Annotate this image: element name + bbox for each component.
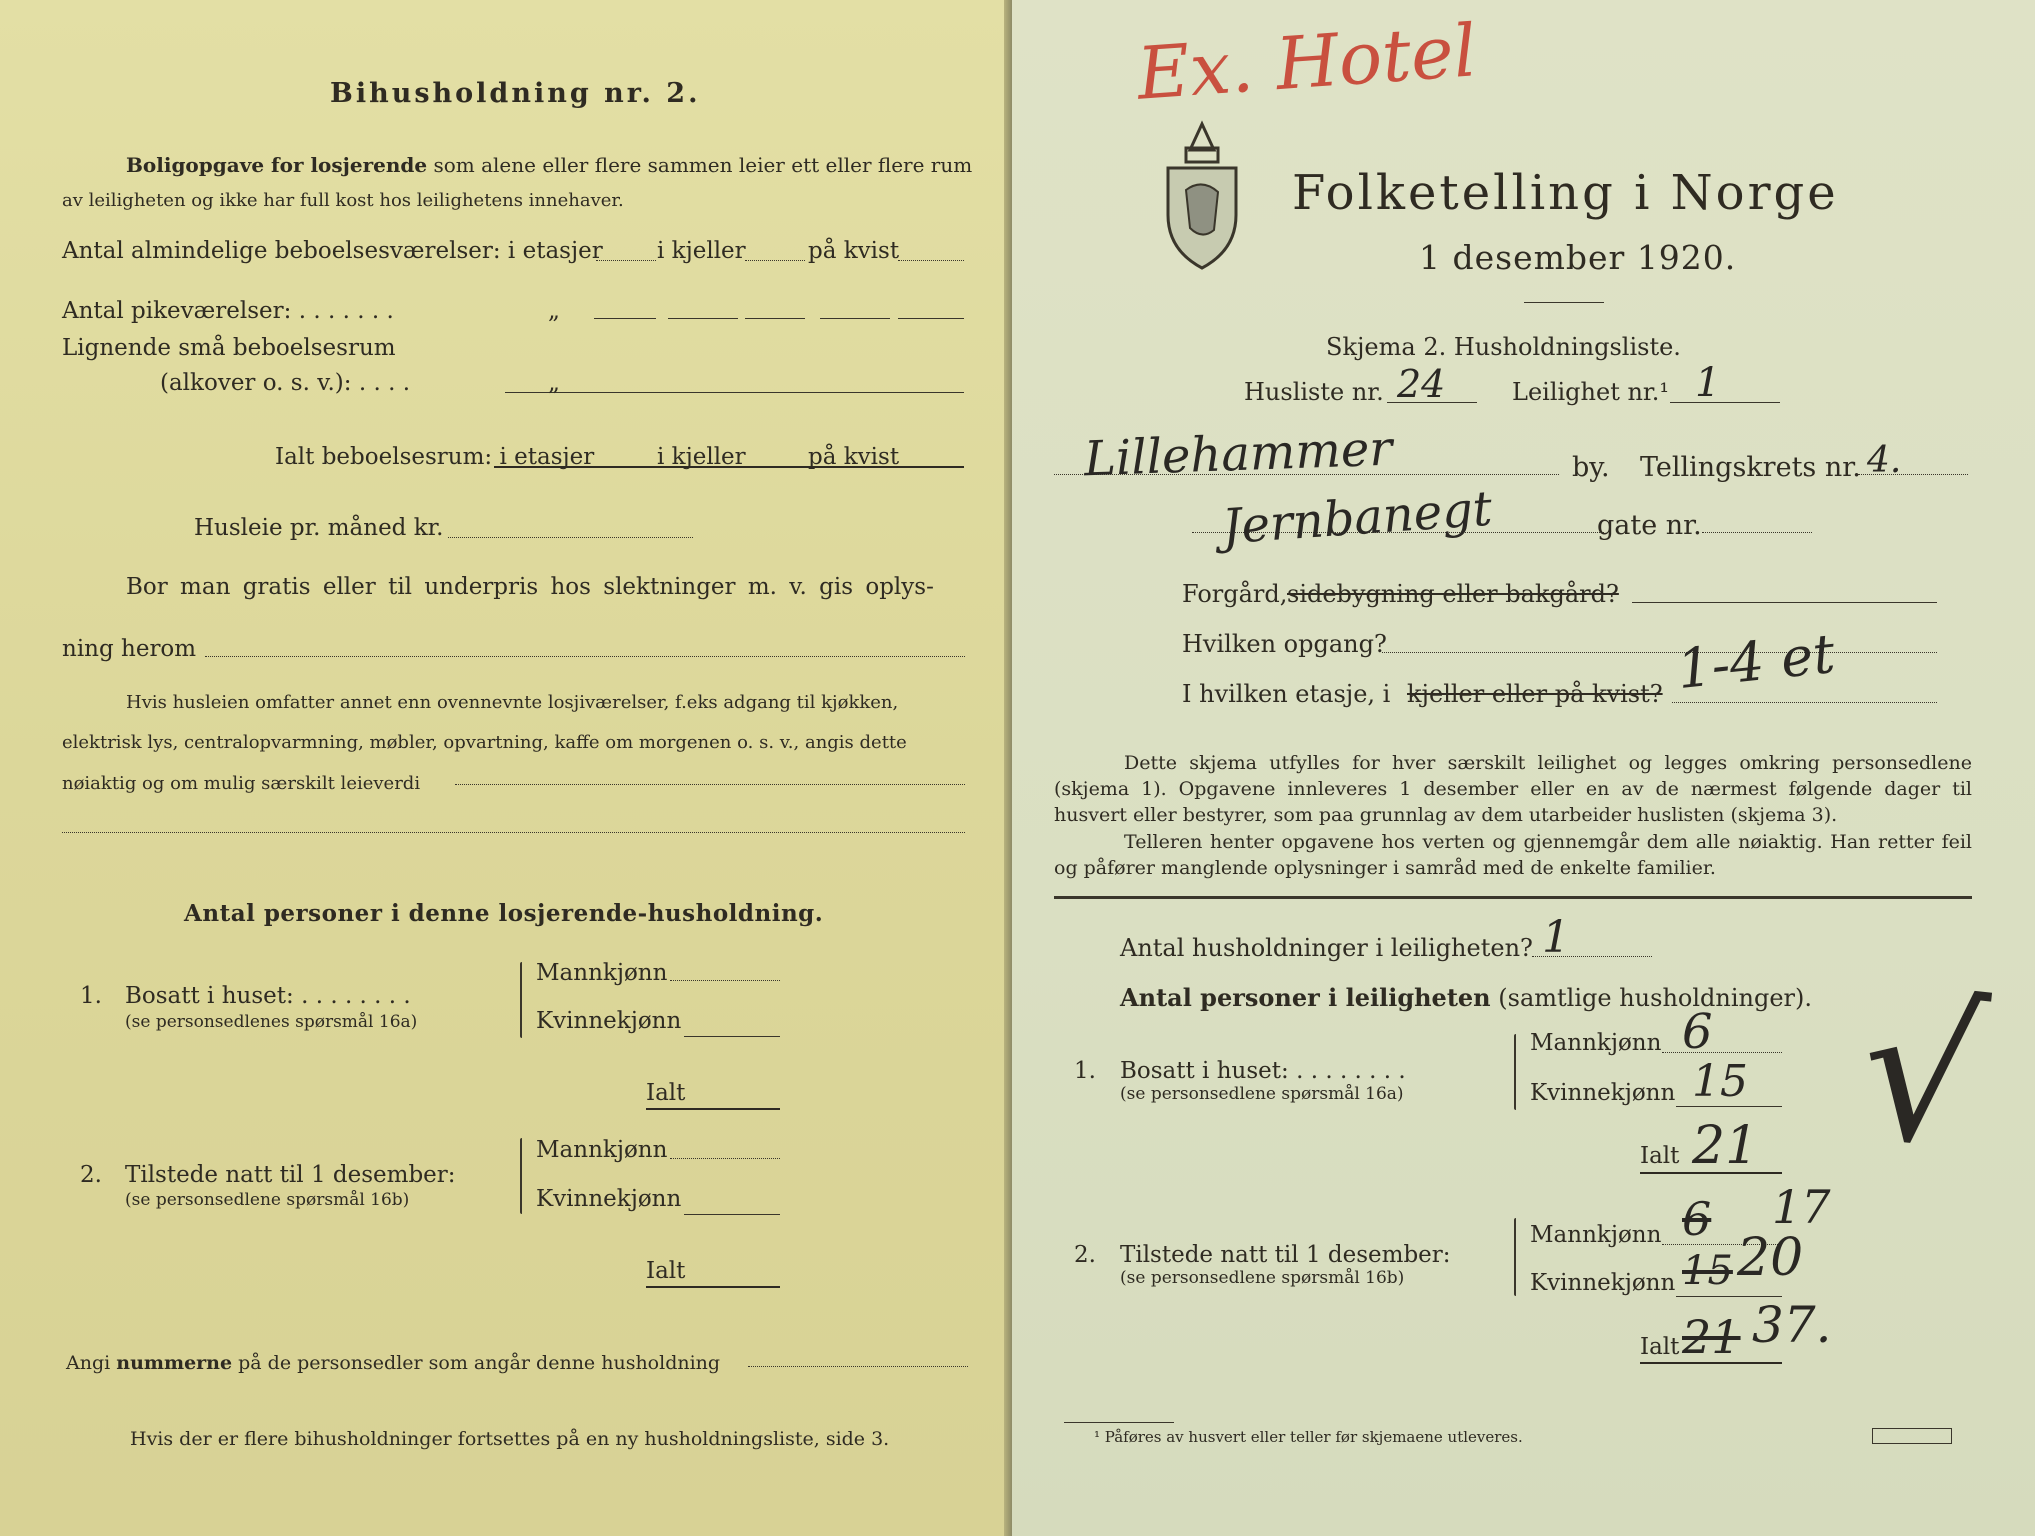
krets-value: 4.: [1867, 440, 1902, 481]
right-q2-kvinne-value: 20: [1737, 1228, 1804, 1288]
right-q2-sub: (se personsedlene spørsmål 16b): [1120, 1268, 1405, 1288]
right-q1-sub: (se personsedlene spørsmål 16a): [1120, 1084, 1404, 1104]
gate-label: gate nr.: [1597, 510, 1702, 541]
pike-etasjer-field[interactable]: [594, 318, 656, 319]
instructions-1: Dette skjema utfylles for hver særskilt leilighet og legges omkring personsedlene (skjema 1). Opgavene innleveres 1 desember eller en av de nærmest følgende dager til husvert eller bestyrer, som paa grunnlag av dem utarbeider huslisten (skjema 3).: [1054, 752, 1972, 826]
bor-line-1: Bor man gratis eller til underpris hos slektninger m. v. gis oplys-: [126, 574, 934, 600]
left-q1-brace: [520, 962, 522, 1038]
pike-kvist-field[interactable]: [898, 318, 964, 319]
etasje-value: 1-4 et: [1674, 621, 1838, 702]
right-q2-kvinne-old-value: 15: [1682, 1248, 1733, 1294]
right-q2-mann-old-value: 6: [1682, 1192, 1712, 1246]
right-q1-mann-value: 6: [1682, 1004, 1713, 1060]
opgang-field[interactable]: [1382, 652, 1937, 653]
left-q2-num: 2.: [80, 1162, 102, 1188]
angi-pre: Angi: [66, 1352, 111, 1374]
intro-rest-1: som alene eller flere sammen leier ett eller flere rum: [433, 153, 973, 177]
right-q2-ialt-label: Ialt: [1640, 1334, 1680, 1360]
ialt-kjeller-label: i kjeller: [657, 444, 746, 470]
title-divider: [1524, 302, 1604, 303]
left-q1-num: 1.: [80, 983, 102, 1009]
by-value: Lillehammer: [1083, 420, 1394, 488]
ditto-mark: „: [548, 298, 560, 324]
antal-pers-bold: Antal personer i leiligheten: [1120, 983, 1491, 1012]
left-q1-ialt-label: Ialt: [646, 1080, 686, 1106]
right-q2-brace: [1514, 1218, 1516, 1296]
antal-hush-label: Antal husholdninger i leiligheten?: [1120, 934, 1533, 962]
right-q1-kvinne-label: Kvinnekjønn: [1530, 1080, 1676, 1106]
ditto-mark: „: [548, 370, 560, 396]
left-q1-ialt-field[interactable]: [646, 1108, 780, 1110]
right-q1-ialt-value: 21: [1692, 1116, 1759, 1176]
left-footer: Hvis der er flere bihusholdninger fortsettes på en ny husholdningsliste, side 3.: [130, 1428, 890, 1450]
left-q1-mann-field[interactable]: [670, 980, 780, 981]
pike-kjeller-field-a[interactable]: [668, 318, 738, 319]
hvis-line-3: nøiaktig og om mulig særskilt leieverdi: [62, 773, 421, 794]
left-q2-label: Tilstede natt til 1 desember:: [125, 1162, 456, 1188]
husleie-field[interactable]: [448, 537, 693, 538]
left-q1-kvinne-label: Kvinnekjønn: [536, 1008, 682, 1034]
right-q1-brace: [1514, 1034, 1516, 1110]
leilighet-label: Leilighet nr.¹: [1512, 378, 1670, 406]
opgang-label: Hvilken opgang?: [1182, 630, 1387, 658]
sidebygning-label: sidebygning eller bakgård?: [1287, 580, 1619, 608]
husliste-value: 24: [1397, 362, 1446, 406]
census-date: 1 desember 1920.: [1419, 238, 1737, 277]
left-q2-ialt-label: Ialt: [646, 1258, 686, 1284]
krets-label: Tellingskrets nr.: [1640, 452, 1861, 483]
right-q1-ialt-label: Ialt: [1640, 1143, 1680, 1169]
printer-stamp: [1872, 1428, 1952, 1444]
angi-field[interactable]: [748, 1366, 968, 1367]
rooms-kvist-field[interactable]: [898, 260, 964, 261]
husleie-label: Husleie pr. måned kr.: [194, 515, 444, 541]
lignende-label-1: Lignende små beboelsesrum: [62, 335, 396, 361]
footnote-divider: [1064, 1422, 1174, 1423]
rooms-kvist-label: på kvist: [808, 238, 900, 264]
ialt-rum-field[interactable]: [494, 466, 964, 468]
angi-line: [66, 1352, 720, 1374]
pike-kvist-field-a[interactable]: [820, 318, 890, 319]
pike-kjeller-field[interactable]: [745, 318, 805, 319]
instructions-2: Telleren henter opgavene hos verten og gjennemgår dem alle nøiaktig. Han retter feil og påfører manglende oplysninger i samråd med de enkelte familier.: [1054, 831, 1972, 879]
bihusholdning-title: Bihusholdning nr. 2.: [330, 78, 701, 109]
right-q1-label: Bosatt i huset: . . . . . . . .: [1120, 1058, 1406, 1084]
by-label: by.: [1572, 452, 1610, 483]
pike-label: Antal pikeværelser: . . . . . . .: [62, 298, 394, 324]
lignende-label-2: (alkover o. s. v.): . . . .: [160, 370, 411, 396]
angi-bold: nummerne: [116, 1352, 233, 1374]
etasje-strike: kjeller eller på kvist?: [1407, 680, 1663, 708]
ialt-kvist-label: på kvist: [808, 444, 900, 470]
right-q2-kvinne-label: Kvinnekjønn: [1530, 1270, 1676, 1296]
check-mark: √: [1850, 958, 1995, 1191]
etasje-field[interactable]: [1672, 702, 1937, 703]
forgard-label: Forgård,: [1182, 580, 1288, 608]
antal-heading: Antal personer i denne losjerende-husholdning.: [184, 900, 824, 927]
left-q2-mann-label: Mannkjønn: [536, 1137, 668, 1163]
left-page: [0, 0, 1012, 1536]
left-q2-brace: [520, 1138, 522, 1214]
left-q1-label: Bosatt i huset: . . . . . . . .: [125, 983, 411, 1009]
hvis-line-1: Hvis husleien omfatter annet enn ovennevnte losjiværelser, f.eks adgang til kjøkken,: [126, 692, 899, 713]
gate-value: Jernbanegt: [1220, 480, 1494, 556]
right-q2-mann-label: Mannkjønn: [1530, 1222, 1662, 1248]
left-q2-kvinne-field[interactable]: [684, 1214, 780, 1215]
left-q1-kvinne-field[interactable]: [684, 1036, 780, 1037]
left-q2-ialt-field[interactable]: [646, 1286, 780, 1288]
hvis-line-2: elektrisk lys, centralopvarmning, møbler, opvartning, kaffe om morgenen o. s. v., angis dette: [62, 732, 907, 753]
antal-hush-value: 1: [1542, 912, 1570, 963]
left-q2-mann-field[interactable]: [670, 1158, 780, 1159]
bor-line-2: ning herom: [62, 636, 197, 662]
intro-bold: Boligopgave for losjerende: [126, 153, 428, 177]
left-q1-sub: (se personsedlenes spørsmål 16a): [125, 1012, 418, 1032]
instructions-divider: [1054, 896, 1972, 899]
antal-pers-rest: (samtlige husholdninger).: [1498, 984, 1813, 1012]
angi-rest: på de personsedler som angår denne husholdning: [238, 1352, 721, 1374]
right-page: [1012, 0, 2035, 1536]
footnote: ¹ Påføres av husvert eller teller før skjemaene utleveres.: [1094, 1428, 1523, 1446]
etasje-label: I hvilken etasje, i: [1182, 680, 1391, 708]
right-q2-num: 2.: [1074, 1242, 1096, 1268]
leilighet-field[interactable]: [1670, 402, 1780, 403]
right-q1-mann-label: Mannkjønn: [1530, 1030, 1662, 1056]
census-title: Folketelling i Norge: [1292, 165, 1839, 221]
skjema-label: Skjema 2. Husholdningsliste.: [1326, 333, 1681, 361]
right-q2-ialt-value: 37.: [1752, 1296, 1832, 1354]
right-q2-ialt-old-value: 21: [1682, 1310, 1741, 1364]
hotel-stamp: Ex. Hotel: [1134, 8, 1480, 116]
right-q2-mann-value: 17: [1772, 1180, 1831, 1234]
rooms-etasjer-field[interactable]: [596, 260, 656, 261]
lignende-field[interactable]: [505, 392, 964, 393]
right-q1-kvinne-value: 15: [1692, 1056, 1748, 1107]
left-q2-sub: (se personsedlene spørsmål 16b): [125, 1190, 410, 1210]
right-q1-mann-field[interactable]: [1662, 1052, 1782, 1053]
rooms-kjeller-field[interactable]: [745, 260, 805, 261]
right-q2-label: Tilstede natt til 1 desember:: [1120, 1242, 1451, 1268]
gate-nr-field[interactable]: [1702, 532, 1812, 533]
leieverdi-field[interactable]: [455, 784, 965, 785]
left-q2-kvinne-label: Kvinnekjønn: [536, 1186, 682, 1212]
husliste-label: Husliste nr.: [1244, 378, 1384, 406]
intro-rest-2: av leiligheten og ikke har full kost hos leilighetens innehaver.: [62, 190, 624, 211]
forgard-field[interactable]: [1632, 602, 1937, 603]
left-q1-mann-label: Mannkjønn: [536, 960, 668, 986]
leieverdi-field-2[interactable]: [62, 832, 965, 833]
rooms-label: Antal almindelige beboelsesværelser: i etasjer: [62, 238, 603, 264]
right-q1-num: 1.: [1074, 1058, 1096, 1084]
ialt-rum-label: Ialt beboelsesrum: i etasjer: [275, 444, 595, 470]
rooms-kjeller-label: i kjeller: [657, 238, 746, 264]
leilighet-value: 1: [1695, 360, 1721, 406]
coat-of-arms-icon: [1162, 120, 1242, 270]
bor-field[interactable]: [205, 656, 965, 657]
